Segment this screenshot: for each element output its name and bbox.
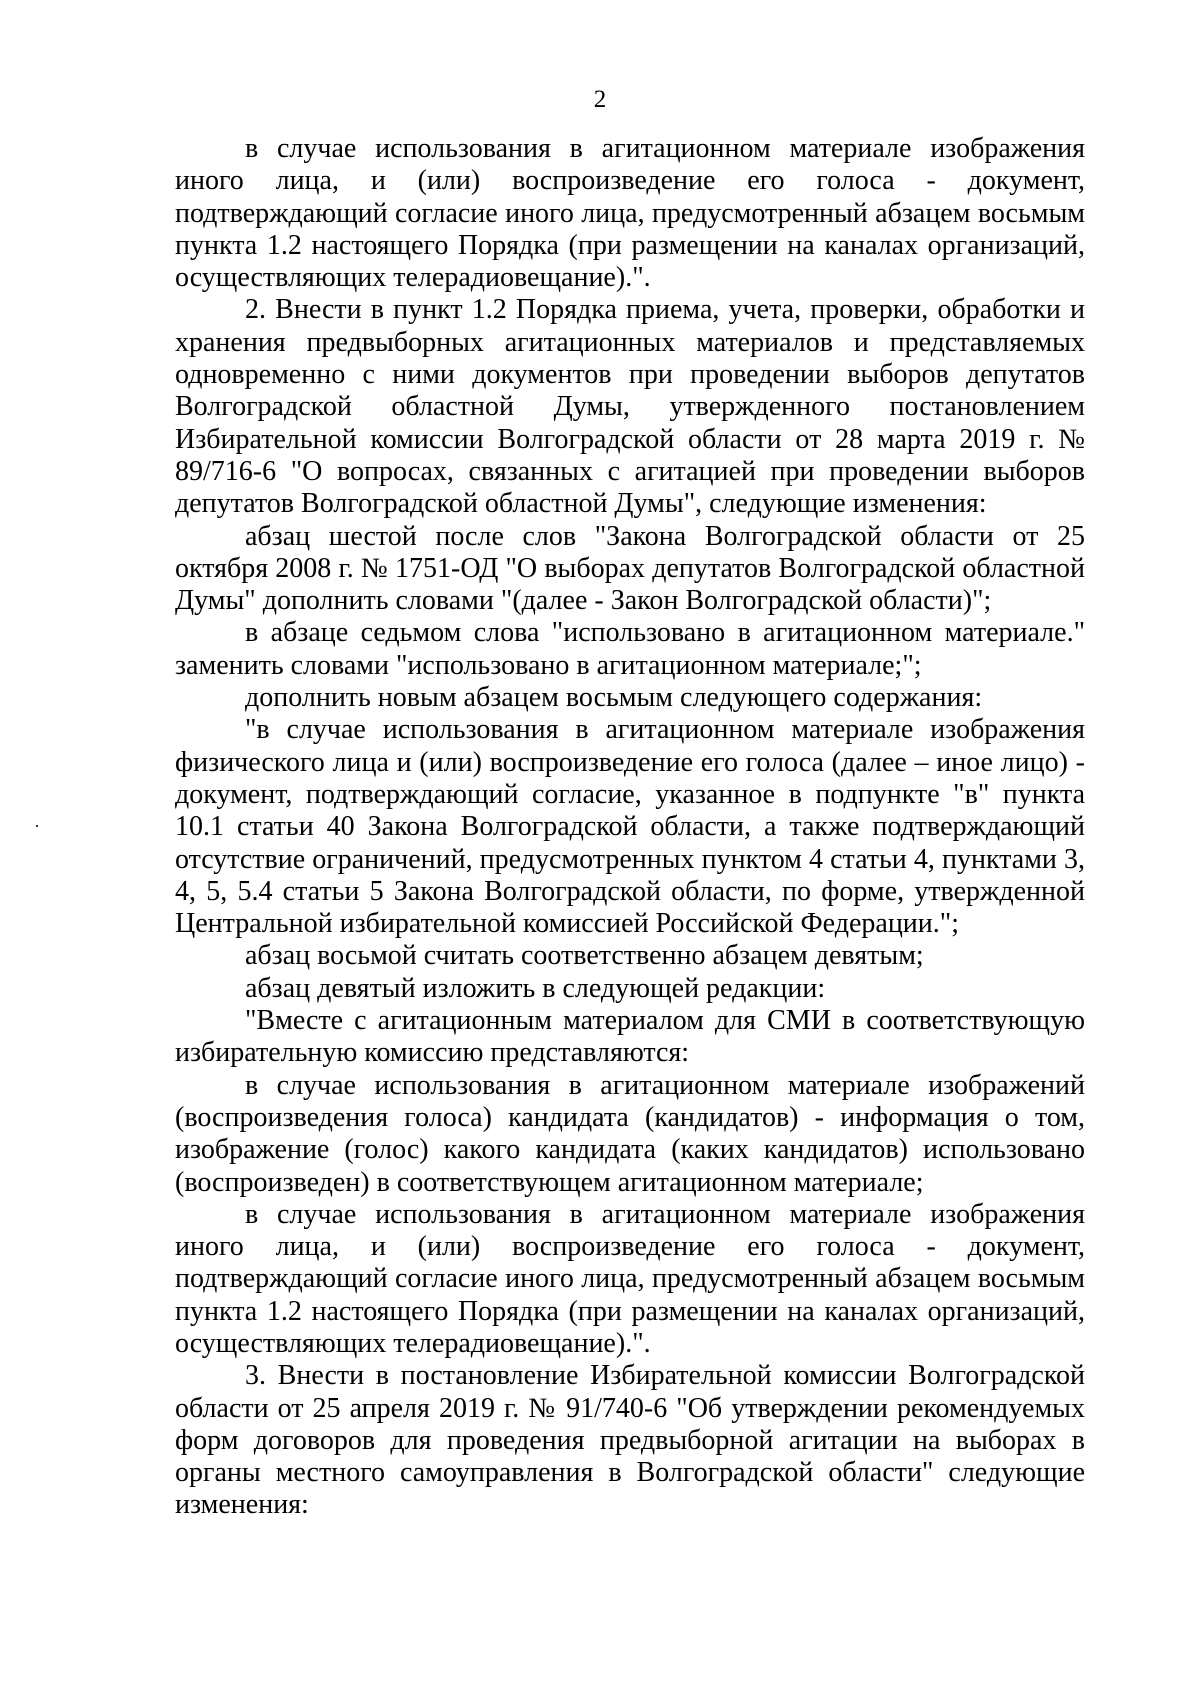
paragraph: 2. Внести в пункт 1.2 Порядка приема, учета, проверки, обработки и хранения предвыборных агитационных материалов и представляемых одновременно с ними документов при проведении выборов депутатов Волгоградской областной Думы, утвержденного постановлением Избирательной комиссии Волгоградской области от 28 марта 2019 г. № 89/716-6 "О вопросах, связанных с агитацией при проведении выборов депутатов Волгоградской областной Думы", следующие изменения: [175, 294, 1085, 520]
paragraph: в случае использования в агитационном материале изображения иного лица, и (или) воспроизведение его голоса - документ, подтверждающий согласие иного лица, предусмотренный абзацем восьмым пункта 1.2 настоящего Порядка (при размещении на каналах организаций, осуществляющих телерадиовещание).". [175, 133, 1085, 294]
paragraph: абзац девятый изложить в следующей редакции: [245, 972, 826, 1004]
paragraph: абзац шестой после слов "Закона Волгоградской области от 25 октября 2008 г. № 1751-ОД "О выборах депутатов Волгоградской областной Думы" дополнить словами "(далее - Закон Волгоградской области)"; [175, 520, 1085, 617]
paragraph: абзац восьмой считать соответственно абзацем девятым; [245, 940, 924, 972]
paragraph: "Вместе с агитационным материалом для СМИ в соответствующую избирательную комиссию представляются: [175, 1005, 1085, 1069]
paragraph: в случае использования в агитационном материале изображения иного лица, и (или) воспроизведение его голоса - документ, подтверждающий согласие иного лица, предусмотренный абзацем восьмым пункта 1.2 настоящего Порядка (при размещении на каналах организаций, осуществляющих телерадиовещание).". [175, 1198, 1085, 1359]
paragraph: в случае использования в агитационном материале изображений (воспроизведения голоса) кандидата (кандидатов) - информация о том, изображение (голос) какого кандидата (каких кандидатов) использовано (воспроизведен) в соответствующем агитационном материале; [175, 1069, 1085, 1198]
scan-speck [36, 825, 38, 827]
page-number: 2 [593, 86, 607, 113]
paragraph: 3. Внести в постановление Избирательной комиссии Волгоградской области от 25 апреля 2019 г. № 91/740-6 "Об утверждении рекомендуемых форм договоров для проведения предвыборной агитации на выборах в органы местного самоуправления в Волгоградской области" следующие изменения: [175, 1360, 1085, 1521]
paragraph: дополнить новым абзацем восьмым следующего содержания: [245, 682, 983, 714]
document-body [175, 133, 1085, 1522]
paragraph: в абзаце седьмом слова "использовано в агитационном материале." заменить словами "использовано в агитационном материале;"; [175, 617, 1085, 681]
paragraph: "в случае использования в агитационном материале изображения физического лица и (или) воспроизведение его голоса (далее – иное лицо) - документ, подтверждающий согласие, указанное в подпункте "в" пункта 10.1 статьи 40 Закона Волгоградской области, а также подтверждающий отсутствие ограничений, предусмотренных пунктом 4 статьи 4, пунктами 3, 4, 5, 5.4 статьи 5 Закона Волгоградской области, по форме, утвержденной Центральной избирательной комиссией Российской Федерации."; [175, 714, 1085, 940]
